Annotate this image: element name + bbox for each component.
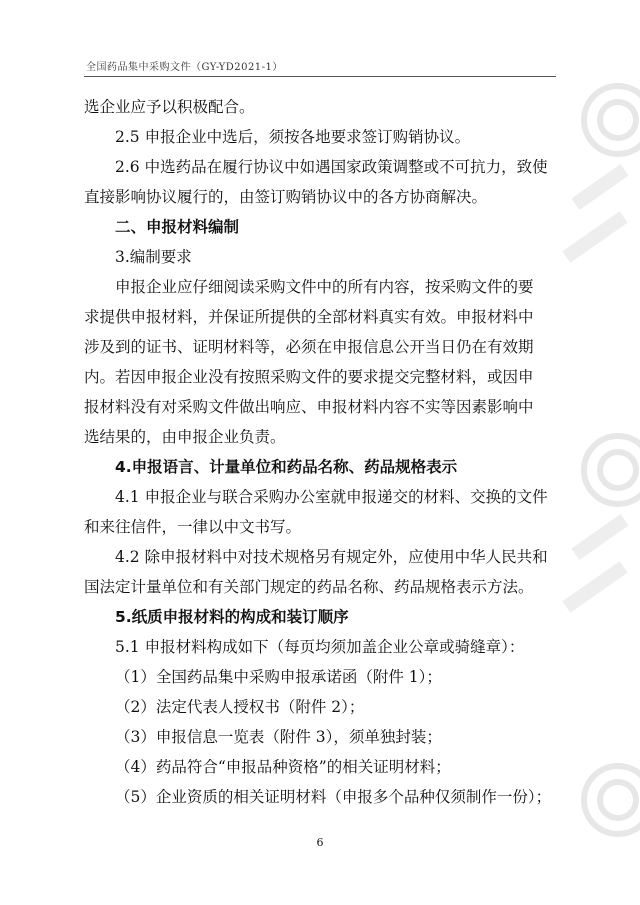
paragraph-line: 内。若因申报企业没有按照采购文件的要求提交完整材料，或因申: [84, 368, 534, 386]
list-item: （3）申报信息一览表（附件 3），须单独封装；: [115, 728, 442, 746]
list-item: （4）药品符合“申报品种资格”的相关证明材料；: [115, 758, 451, 776]
paragraph-line: 直接影响协议履行的，由签订购销协议中的各方协商解决。: [84, 188, 488, 206]
clause-5-1: 5.1 申报材料构成如下（每页均须加盖企业公章或骑缝章）：: [115, 638, 525, 656]
list-item: （2）法定代表人授权书（附件 2）；: [115, 698, 365, 716]
clause-4-2: 4.2 除申报材料中对技术规格另有规定外，应使用中华人民共和: [115, 548, 548, 566]
clause-2-5: 2.5 申报企业中选后，须按各地要求签订购销协议。: [115, 128, 471, 146]
list-item: （1）全国药品集中采购申报承诺函（附件 1）；: [115, 668, 442, 686]
paragraph-line: 选结果的，由申报企业负责。: [84, 428, 286, 446]
subsection-heading: 5.纸质申报材料的构成和装订顺序: [115, 608, 349, 626]
document-header: 全国药品集中采购文件（GY-YD2021-1）: [86, 62, 283, 73]
paragraph-line: 国法定计量单位和有关部门规定的药品名称、药品规格表示方法。: [84, 578, 534, 596]
document-body: [84, 92, 558, 812]
header-divider: [84, 76, 556, 77]
paragraph-line: 选企业应予以积极配合。: [84, 98, 255, 116]
paragraph-line: 涉及到的证书、证明材料等，必须在申报信息公开当日仍在有效期: [84, 338, 534, 356]
clause-2-6: 2.6 中选药品在履行协议中如遇国家政策调整或不可抗力，致使: [115, 158, 548, 176]
subsection-heading: 3.编制要求: [115, 248, 192, 266]
paragraph-line: 申报企业应仔细阅读采购文件中的所有内容，按采购文件的要: [115, 278, 534, 296]
paragraph-line: 报材料没有对采购文件做出响应、申报材料内容不实等因素影响中: [84, 398, 534, 416]
paragraph-line: 求提供申报材料，并保证所提供的全部材料真实有效。申报材料中: [84, 308, 534, 326]
subsection-heading: 4.申报语言、计量单位和药品名称、药品规格表示: [115, 458, 458, 476]
list-item: （5）企业资质的相关证明材料（申报多个品种仅须制作一份）；: [115, 788, 552, 806]
clause-4-1: 4.1 申报企业与联合采购办公室就申报递交的材料、交换的文件: [115, 488, 548, 506]
paragraph-line: 和来往信件，一律以中文书写。: [84, 518, 302, 536]
section-heading: 二、申报材料编制: [115, 218, 240, 236]
page-number: 6: [316, 836, 324, 849]
